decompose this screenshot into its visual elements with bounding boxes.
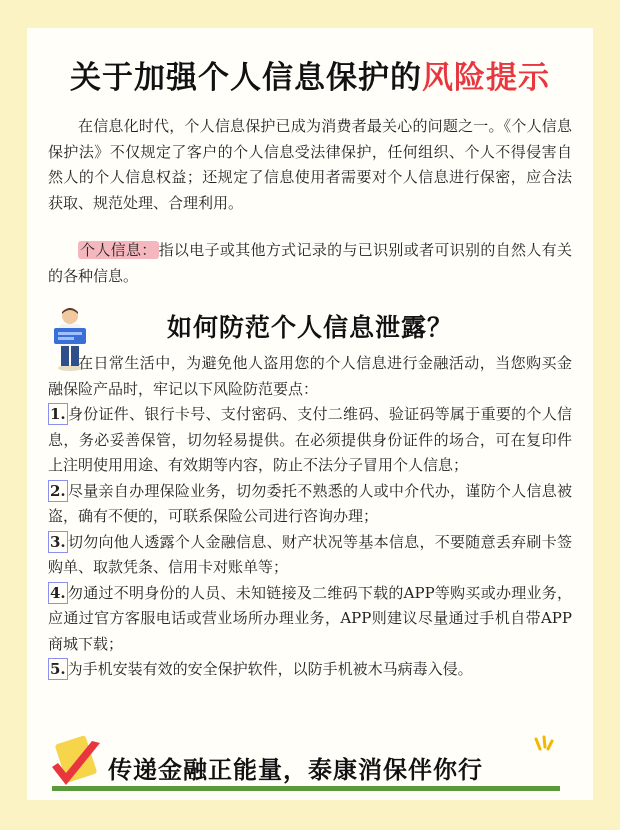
footer-slogan: 传递金融正能量，泰康消保伴你行 — [108, 756, 483, 784]
intro-paragraph: 在信息化时代，个人信息保护已成为消费者最关心的问题之一。《个人信息保护法》不仅规定了客户的个人信息受法律保护，任何组织、个人不得侵害自然人的个人信息权益；还规定了信息使用者需要对个人信息进行保密，应合法获取、规范处理、合理利用。 — [48, 117, 572, 212]
tip-text: 为手机安装有效的安全保护软件，以防手机被木马病毒入侵。 — [67, 660, 473, 678]
tip-number: 4. — [50, 583, 66, 602]
tip-text: 身份证件、银行卡号、支付密码、支付二维码、验证码等属于重要的个人信息，务必妥善保管，切勿轻易提供。在必须提供身份证件的场合，可在复印件上注明使用用途、有效期等内容，防止不法分子冒用个人信息； — [48, 405, 572, 474]
list-item — [48, 657, 572, 683]
tips-list — [48, 402, 572, 683]
tip-text: 勿通过不明身份的人员、未知链接及二维码下载的APP等购买或办理业务，应通过官方客服电话或营业场所办理业务，APP则建议尽量通过手机自带APP商城下载； — [48, 583, 572, 653]
footer-underline — [52, 786, 560, 791]
definition-text: 指以电子或其他方式记录的与已识别或者可识别的自然人有关的各种信息。 — [48, 241, 572, 285]
tip-text: 尽量亲自办理保险业务，切勿委托不熟悉的人或中介代办，谨防个人信息被盗，确有不便的，可联系保险公司进行咨询办理； — [48, 481, 572, 525]
list-item — [48, 581, 572, 658]
title-main: 关于加强个人信息保护的 — [70, 60, 422, 96]
definition-label: 个人信息： — [80, 241, 157, 259]
tip-number: 5. — [50, 660, 66, 678]
tip-number: 3. — [50, 532, 66, 551]
definition-paragraph — [48, 238, 572, 289]
list-item — [48, 530, 572, 581]
tip-number: 2. — [50, 481, 66, 500]
tip-text: 切勿向他人透露个人金融信息、财产状况等基本信息，不要随意丢弃刷卡签购单、取款凭条、信用卡对账单等； — [48, 532, 572, 576]
title-highlight: 风险提示 — [422, 60, 550, 96]
section-subtitle: 如何防范个人信息泄露？ — [166, 313, 453, 342]
list-item — [48, 479, 572, 530]
page-title — [0, 52, 620, 97]
tips-intro-paragraph: 在日常生活中，为避免他人盗用您的个人信息进行金融活动，当您购买金融保险产品时，牢记以下风险防范要点： — [48, 354, 572, 398]
tip-number: 1. — [50, 405, 66, 423]
list-item — [48, 402, 572, 479]
sparkle-icon — [530, 735, 558, 763]
